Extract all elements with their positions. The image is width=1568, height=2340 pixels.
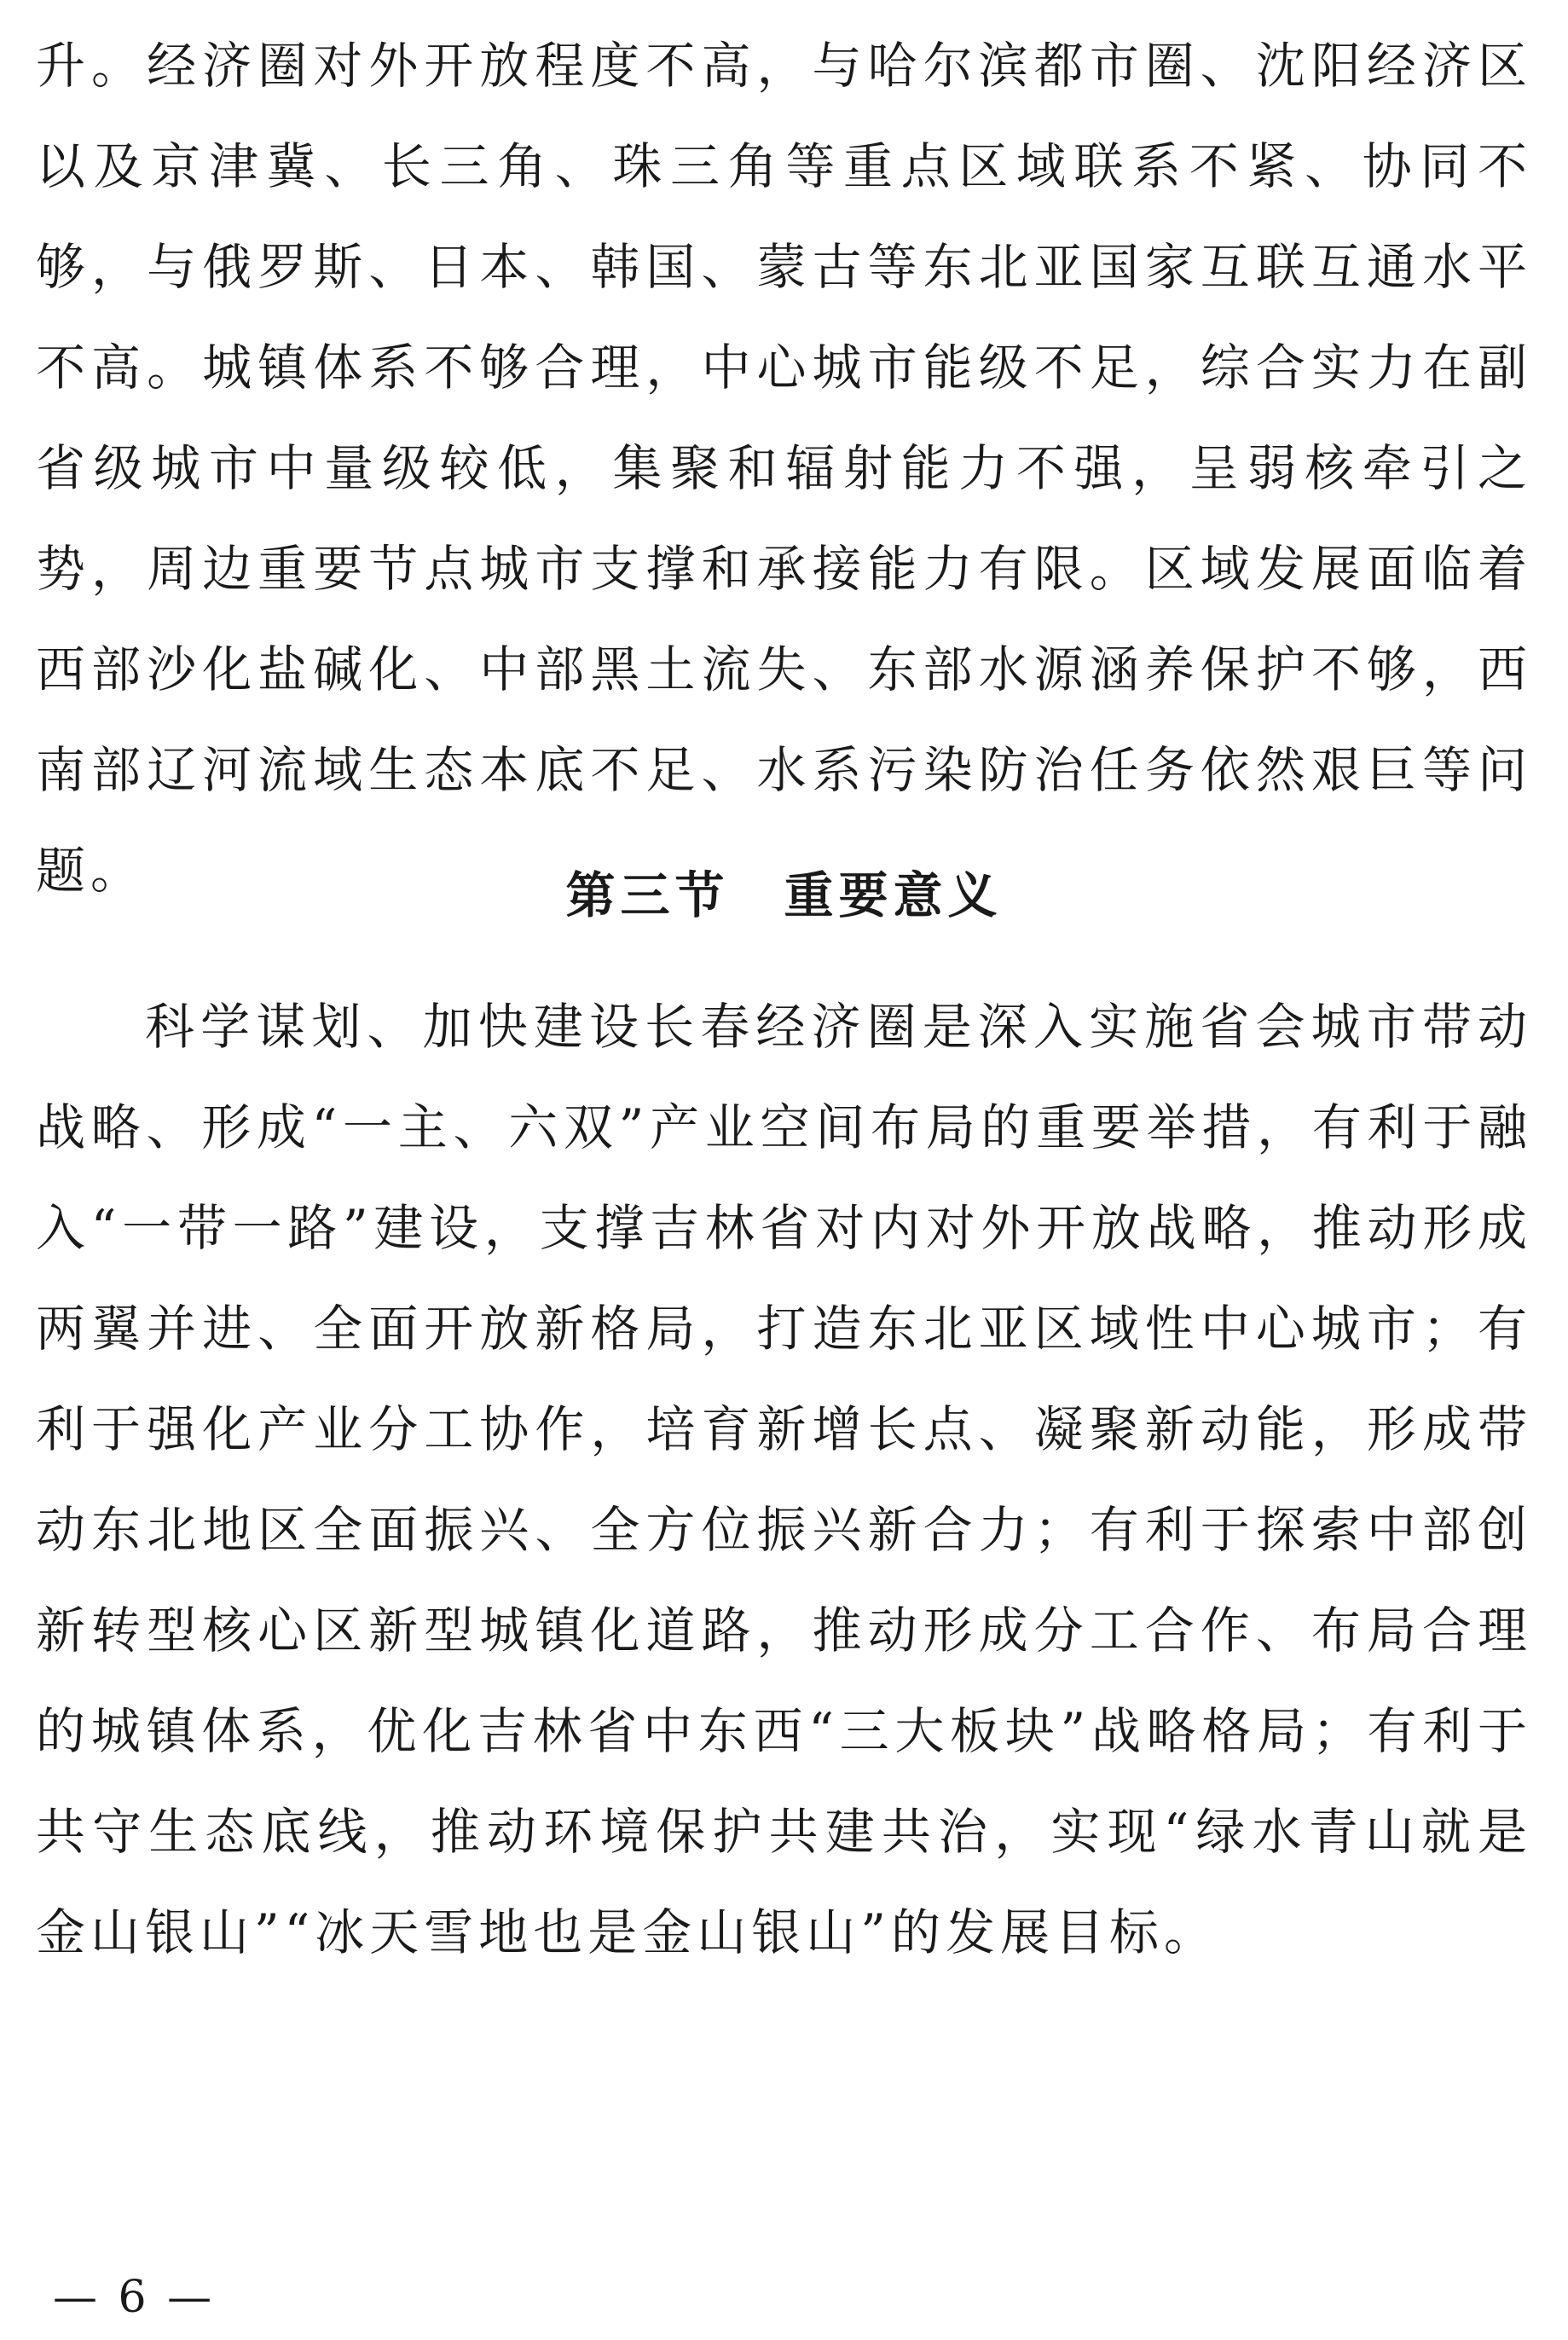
body-paragraph-significance: 科学谋划、加快建设长春经济圈是深入实施省会城市带动战略、形成“一主、六双”产业空间布局的重要举措，有利于融入“一带一路”建设，支撑吉林省对内对外开放战略，推动形成两翼并进、全面开放新格局，打造东北亚区域性中心城市；有利于强化产业分工协作，培育新增长点、凝聚新动能，形成带动东北地区全面振兴、全方位振兴新合力；有利于探索中部创新转型核心区新型城镇化道路，推动形成分工合作、布局合理的城镇体系，优化吉林省中东西“三大板块”战略格局；有利于共守生态底线，推动环境保护共建共治，实现“绿水青山就是金山银山”“冰天雪地也是金山银山”的发展目标。 bbox=[36, 998, 1532, 1961]
section-heading bbox=[0, 857, 1568, 934]
section-title: 重要意义 bbox=[784, 866, 1003, 924]
page-number: — 6 — bbox=[53, 2272, 216, 2323]
section-number: 第三节 bbox=[565, 866, 730, 924]
body-paragraph-continuation: 升。经济圈对外开放程度不高，与哈尔滨都市圈、沈阳经济区以及京津冀、长三角、珠三角等重点区域联系不紧、协同不够，与俄罗斯、日本、韩国、蒙古等东北亚国家互联互通水平不高。城镇体系不够合理，中心城市能级不足，综合实力在副省级城市中量级较低，集聚和辐射能力不强，呈弱核牵引之势，周边重要节点城市支撑和承接能力有限。区域发展面临着西部沙化盐碱化、中部黑土流失、东部水源涵养保护不够，西南部辽河流域生态本底不足、水系污染防治任务依然艰巨等问题。 bbox=[36, 37, 1532, 900]
